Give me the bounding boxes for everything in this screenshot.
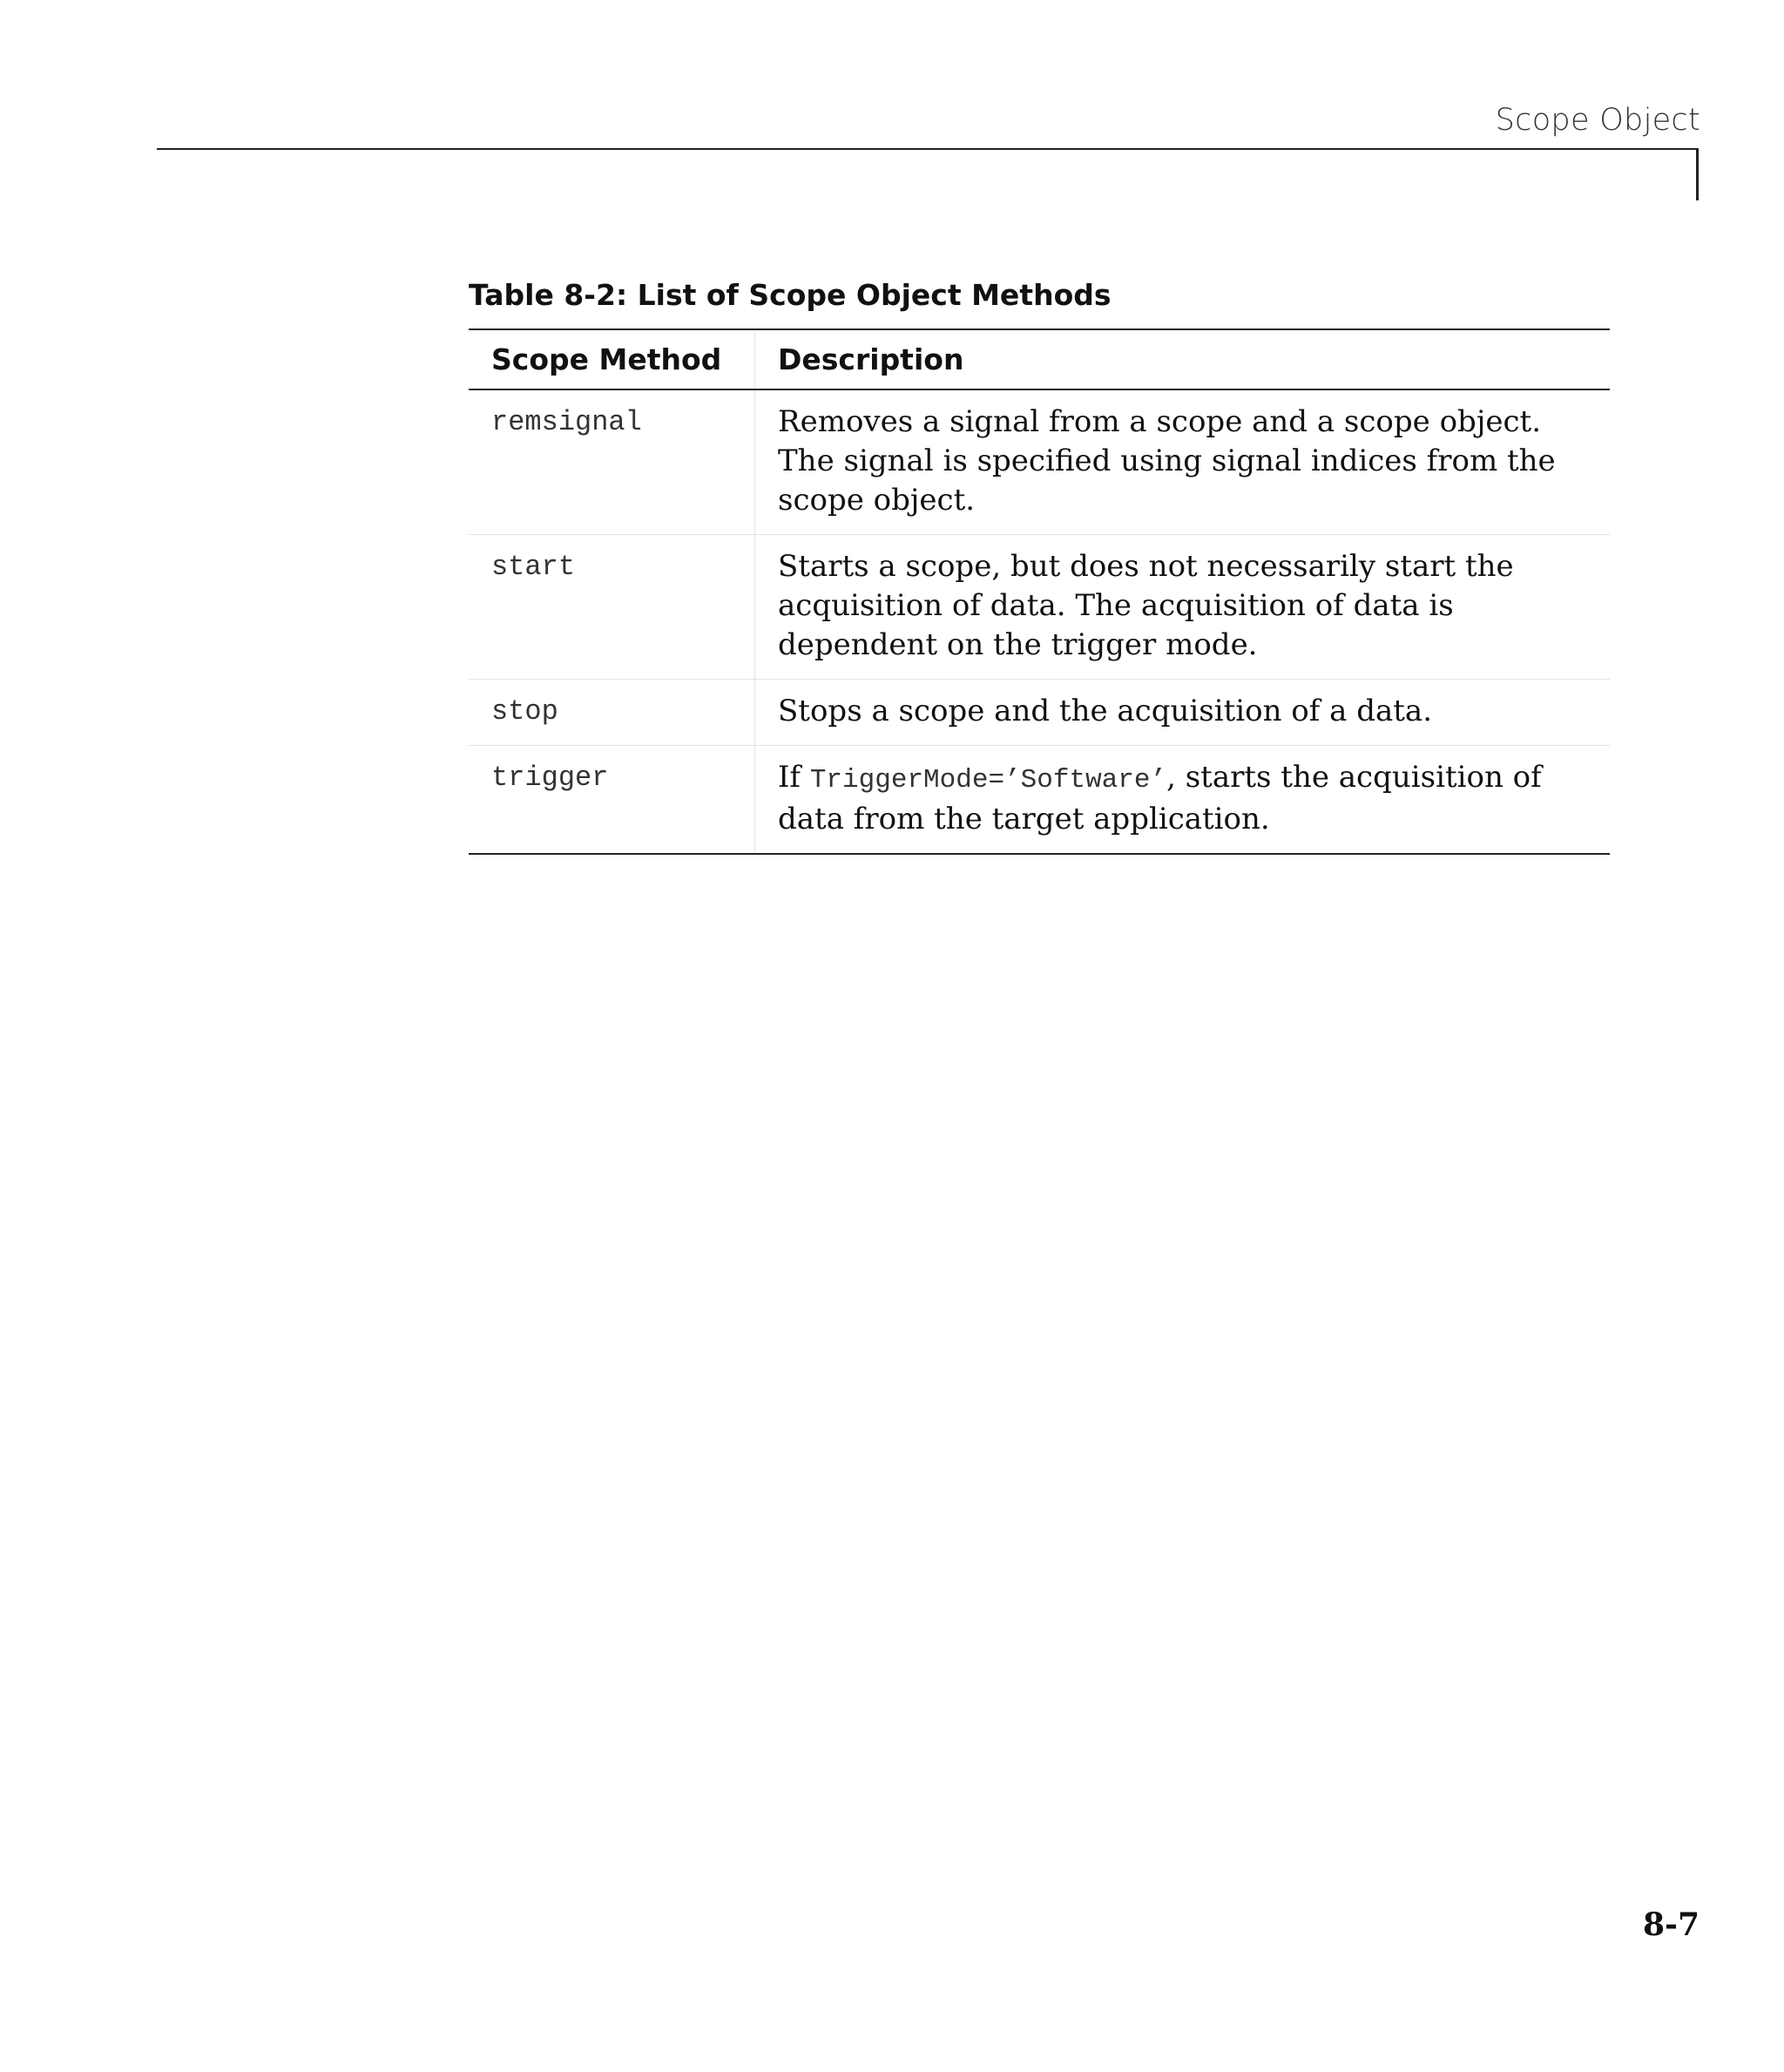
method-name: remsignal: [469, 389, 755, 535]
method-description: [755, 746, 1611, 855]
table-row: [469, 680, 1610, 746]
method-description: Removes a signal from a scope and a scope object. The signal is specified using signal indices from the scope object.: [778, 404, 1556, 518]
table-header-row: [469, 329, 1610, 389]
method-name: stop: [469, 680, 755, 746]
methods-table-block: [469, 277, 1610, 855]
description-suffix: , starts the acquisition of data from the target application.: [778, 760, 1542, 837]
method-name: trigger: [469, 746, 755, 855]
table-row: [469, 746, 1610, 855]
running-header-title: Scope Object: [1495, 103, 1700, 138]
header-rule-tick: [1696, 148, 1699, 200]
method-description: Starts a scope, but does not necessarily start the acquisition of data. The acquisition of data is dependent on the trigger mode.: [755, 535, 1611, 680]
method-name: start: [469, 535, 755, 680]
table-row: [469, 535, 1610, 680]
table-caption: Table 8-2: List of Scope Object Methods: [469, 278, 1112, 312]
table-row: [469, 389, 1610, 535]
header-rule: [157, 148, 1699, 150]
description-prefix: If: [778, 760, 810, 796]
column-header-scope-method: Scope Method: [469, 329, 755, 389]
method-description: Stops a scope and the acquisition of a data.: [755, 680, 1611, 746]
methods-table: [469, 328, 1610, 855]
page-number: 8-7: [1642, 1906, 1700, 1943]
column-header-description: Description: [755, 329, 1611, 389]
inline-code: TriggerMode=’Software’: [809, 765, 1167, 796]
